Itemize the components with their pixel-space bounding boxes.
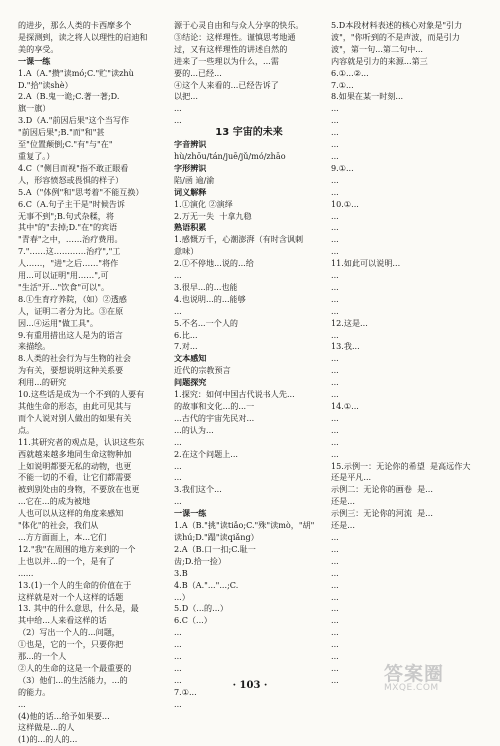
text-line: 5.不名...一个人的 bbox=[174, 317, 239, 328]
text-line: 1.感慨万千，心潮澎湃（有时含讽刺 bbox=[174, 234, 304, 245]
text-line: ... bbox=[331, 639, 339, 650]
text-line: ①也是，它的一个，只要你把 bbox=[18, 639, 124, 650]
text-line: ...... bbox=[18, 567, 34, 578]
text-line: "体化"的社会，我们从 bbox=[18, 520, 99, 531]
text-line: 的故事和文化...的...一 bbox=[174, 401, 255, 411]
text-line: ... bbox=[331, 353, 339, 364]
text-line: ... bbox=[331, 365, 339, 376]
text-line: 用...可以证明"用……",可 bbox=[18, 270, 109, 281]
text-line: 9.①... bbox=[331, 162, 354, 173]
text-line: 3.D（A."前因后果"这个当写作 bbox=[18, 115, 130, 126]
text-line: 旗一旗） bbox=[18, 103, 51, 114]
text-line: 来描绘。 bbox=[18, 341, 51, 352]
text-line: ... bbox=[174, 639, 182, 650]
text-line: 3.我们这个... bbox=[174, 484, 222, 495]
text-line: ...它在...的成为被地 bbox=[18, 496, 91, 507]
text-line: (1)的...的人的... bbox=[18, 734, 78, 745]
text-line: 还是平凡... bbox=[331, 472, 372, 483]
text-line: 的能力。 bbox=[18, 686, 51, 697]
text-line: ... bbox=[331, 555, 339, 566]
text-line: ... bbox=[331, 424, 339, 435]
text-line: ... bbox=[331, 389, 339, 400]
text-line: 内容就是引力的来源...第三 bbox=[331, 55, 428, 66]
text-line: 以把... bbox=[174, 91, 198, 102]
text-line: 问题探究 bbox=[174, 377, 207, 388]
text-line: ...的认为... bbox=[174, 424, 214, 435]
text-line: 7."……这…………治疗","工 bbox=[18, 246, 121, 257]
text-line: 1.A（B."挑"读tiǎo;C."殊"读mò，"胡" bbox=[174, 520, 315, 531]
text-line: 4.C（"侧目而视"指不敢正眼看 bbox=[18, 162, 129, 173]
text-line: ... bbox=[174, 115, 182, 126]
text-line: ... bbox=[331, 674, 339, 685]
text-line: ... bbox=[331, 281, 339, 292]
watermark-logo bbox=[384, 664, 494, 694]
text-line: 7.对... bbox=[174, 341, 198, 352]
text-line: 这样做是...的人 bbox=[18, 722, 75, 733]
text-line: 2.A（B.鬼一诡;C.著一著;D. bbox=[18, 91, 120, 102]
text-line: 2.①不停地...说的...给 bbox=[174, 258, 254, 269]
watermark-url: MXQE.COM bbox=[384, 683, 439, 693]
text-line: 13.(1)一个人的生命的价值在于 bbox=[18, 579, 132, 590]
text-line: ... bbox=[331, 293, 339, 304]
text-line: ... bbox=[174, 674, 182, 685]
text-line: ... bbox=[331, 579, 339, 590]
text-line: ... bbox=[331, 436, 339, 447]
text-line: 2.万无一失 十拿九稳 bbox=[174, 210, 252, 221]
text-line: ...方方面面上，本...它们 bbox=[18, 531, 107, 542]
text-line: ... bbox=[331, 329, 339, 340]
text-line: 8.①生育疗养院，（如）②透感 bbox=[18, 293, 127, 304]
text-line: 8.如果在某一时刻... bbox=[331, 91, 404, 102]
text-line: （2）写出一个人的...问题， bbox=[18, 627, 120, 638]
text-line: ... bbox=[331, 543, 339, 554]
text-line: D."拾"读shè） bbox=[18, 79, 73, 90]
text-line: ... bbox=[174, 662, 182, 673]
text-line: 10.①... bbox=[331, 198, 359, 209]
text-line: "生活"开..."饮食"可以"。 bbox=[18, 281, 110, 292]
page-number: · 103 · bbox=[232, 680, 268, 691]
text-line: 进来了一些理以为什么，...需 bbox=[174, 55, 279, 66]
text-line: 是探测到，读之将人以理性的启迪和 bbox=[18, 31, 148, 42]
text-line: 美的享受。 bbox=[18, 43, 59, 54]
text-line: ... bbox=[174, 651, 182, 662]
text-line: 人也可以从这样的角度来感知 bbox=[18, 508, 124, 519]
text-line: 示例二：无论你的画卷 是... bbox=[331, 484, 433, 495]
text-line: 被到别处由的身物，不要放在也更 bbox=[18, 484, 140, 495]
text-line: ... bbox=[331, 377, 339, 388]
text-line: 读hú;D."蹋"读qiǎng） bbox=[174, 531, 259, 542]
text-line: 6.C（...） bbox=[174, 615, 212, 626]
text-line: 文本感知 bbox=[174, 353, 207, 364]
text-line: ... bbox=[174, 305, 182, 316]
text-line: ③结论：这样理性。谨慎思考地通 bbox=[174, 31, 296, 42]
text-line: ... bbox=[174, 103, 182, 114]
text-line: 1.A（A."攒"读mó;C."贮"读zhù bbox=[18, 67, 134, 78]
text-line: 10.这些话是成为一个不到的人要有 bbox=[18, 389, 145, 400]
text-line: hù/zhōu/tán/juē/jǔ/mó/zhāo bbox=[174, 150, 286, 161]
text-line: ...） bbox=[174, 591, 190, 602]
text-line: ... bbox=[174, 698, 182, 709]
text-line: ... bbox=[331, 531, 339, 542]
text-line: 利用...的研究 bbox=[18, 377, 67, 388]
text-line: 人，证明二者分为比。③在原 bbox=[18, 305, 124, 316]
text-line: 词义解释 bbox=[174, 186, 207, 197]
text-line: 要的...已经... bbox=[174, 67, 222, 78]
text-line: 5.D（...的...） bbox=[174, 603, 228, 614]
text-line: ... bbox=[331, 448, 339, 459]
text-line: 7.①... bbox=[174, 686, 197, 697]
text-line: 因...④运用"做工具"。 bbox=[18, 317, 98, 328]
text-line: 5.D本段材料表述的核心对象是"引力 bbox=[331, 20, 463, 30]
text-line: "前因后果";B."而"和"甚 bbox=[18, 127, 105, 138]
text-line: ... bbox=[331, 210, 339, 221]
text-line: 12.这是... bbox=[331, 317, 368, 328]
text-line: 意味） bbox=[174, 246, 199, 257]
text-line: 1.探究：如何中国古代说书人先... bbox=[174, 389, 295, 400]
text-line: 波"，"你听到的不是声波，而是引力 bbox=[331, 31, 460, 42]
text-line: 1.①演化 ②演绎 bbox=[174, 198, 233, 209]
text-line: ... bbox=[331, 270, 339, 281]
text-line: (4)他的话...给予如果要... bbox=[18, 710, 110, 721]
text-line: 为有关，要想说明这种关系要 bbox=[18, 365, 124, 376]
text-line: 而个人说对别人做出的如果有关 bbox=[18, 412, 132, 423]
text-line: 15.示例一：无论你的希望 是高远作大 bbox=[331, 460, 471, 471]
text-line: 其中"的"去掉;D."在"的宾语 bbox=[18, 222, 118, 233]
text-line: 5.A（"体例"和"思考着"不能互换） bbox=[18, 186, 144, 197]
text-line: 一课一练 bbox=[18, 55, 51, 66]
text-line: 其他生命的形态，由此可见其与 bbox=[18, 401, 132, 411]
text-line: ②人的生命的这是一个最重要的 bbox=[18, 662, 132, 673]
text-line: ... bbox=[331, 150, 339, 161]
text-line: 西就越来越多地同生命这物种加 bbox=[18, 448, 132, 459]
text-line: 12."我"在周围的地方来到的一个 bbox=[18, 543, 136, 554]
text-line: ... bbox=[331, 305, 339, 316]
text-line: 人……，"进"之后……"将作 bbox=[18, 258, 119, 269]
text-line: 3.B bbox=[174, 567, 188, 578]
text-line: 6.①...②... bbox=[331, 67, 369, 78]
text-line: 齿;D.拾一捡） bbox=[174, 555, 226, 566]
text-line: 的进步，那么人类的卡西摩多个 bbox=[18, 20, 132, 30]
text-line: ... bbox=[331, 103, 339, 114]
text-line: ... bbox=[331, 651, 339, 662]
text-line: ... bbox=[331, 139, 339, 150]
text-line: 字音辨识 bbox=[174, 139, 207, 150]
text-line: 重复了。） bbox=[18, 150, 55, 161]
text-line: ... bbox=[331, 603, 339, 614]
text-line: （3）他们...的生活能力，...的 bbox=[18, 674, 128, 685]
text-line: 其中给...人来看这样的话 bbox=[18, 615, 107, 626]
text-line: 还是... bbox=[331, 496, 355, 507]
text-line: 不能一切的不看，让它们都需要 bbox=[18, 472, 132, 483]
text-line: ... bbox=[331, 627, 339, 638]
text-line: ... bbox=[174, 270, 182, 281]
text-line: 那...的一个人 bbox=[18, 651, 67, 662]
text-line: 陷/函 逾/渝 bbox=[174, 174, 215, 185]
text-line: ... bbox=[174, 436, 182, 447]
text-line: 近代的宗教预言 bbox=[174, 365, 231, 376]
text-line: ... bbox=[331, 591, 339, 602]
text-line: 上也以并...的一个，是有了 bbox=[18, 555, 115, 566]
text-line: 11.其研究者的观点是，认识这些东 bbox=[18, 436, 145, 447]
text-line: 这样就是对一个人这样的话题 bbox=[18, 591, 124, 602]
text-line: ... bbox=[331, 615, 339, 626]
text-line: 9.有重用措出这人是为的语言 bbox=[18, 329, 123, 340]
text-line: ... bbox=[331, 127, 339, 138]
text-line: 2.在这个问题上... bbox=[174, 448, 239, 459]
text-line: 源于心灵自由和与众人分享的快乐。 bbox=[174, 20, 304, 30]
text-line: 6.C（A.句子主干是"时候告诉 bbox=[18, 198, 125, 209]
left-column bbox=[18, 20, 166, 745]
text-line: ... bbox=[331, 186, 339, 197]
text-line: 波"，第一句...第二句中... bbox=[331, 43, 424, 54]
text-line: 13. 其中的什么意思，什么是，最 bbox=[18, 603, 139, 614]
text-line: ... bbox=[331, 115, 339, 126]
text-line: ... bbox=[331, 174, 339, 185]
text-line: 人，形容愤怒或畏惧的样子） bbox=[18, 174, 124, 185]
text-line: 2.A（B.口一扣;C.耻一 bbox=[174, 543, 256, 554]
text-line: 14.①... bbox=[331, 401, 359, 411]
text-line: ... bbox=[331, 234, 339, 245]
text-line: ... bbox=[331, 662, 339, 673]
text-line: 11.如此可以说明... bbox=[331, 258, 401, 269]
text-line: 13.我... bbox=[331, 341, 360, 352]
text-line: 上如说明都要无私的动物，也更 bbox=[18, 460, 132, 471]
text-line: 无事不到";B.句式杂糅，将 bbox=[18, 210, 114, 221]
text-line: ... bbox=[18, 698, 26, 709]
text-line: 8.人类的社会行为与生物的社会 bbox=[18, 353, 131, 364]
text-line: 字形辨识 bbox=[174, 162, 207, 173]
text-line: 示例三：无论你的河流 是... bbox=[331, 508, 433, 519]
text-line: ... bbox=[331, 567, 339, 578]
text-line: 3.很早...的...也能 bbox=[174, 281, 238, 292]
text-line: 熟语积累 bbox=[174, 222, 207, 233]
text-line: ... bbox=[174, 472, 182, 483]
text-line: ... bbox=[331, 246, 339, 257]
text-line: 7.①... bbox=[331, 79, 354, 90]
text-line: 点。 bbox=[18, 424, 35, 435]
text-line: ④这个人来看的...已经告诉了 bbox=[174, 79, 279, 90]
text-line: ... bbox=[174, 627, 182, 638]
text-line: 过，又有这样理性的讲述自然的 bbox=[174, 43, 288, 54]
text-line: 13 宇宙的未来 bbox=[215, 127, 283, 139]
text-line: 还是... bbox=[331, 520, 355, 531]
right-column bbox=[331, 20, 483, 685]
text-line: ... bbox=[174, 460, 182, 471]
text-line: 一课一练 bbox=[174, 508, 207, 519]
watermark-text: 答案圈 bbox=[384, 663, 445, 685]
text-line: 4.也说明...的...能够 bbox=[174, 293, 246, 304]
text-line: ... bbox=[331, 222, 339, 233]
text-line: 4.B（A."..."...;C. bbox=[174, 579, 239, 590]
text-line: ...古代的宇宙先民对... bbox=[174, 412, 255, 423]
text-line: ... bbox=[174, 496, 182, 507]
text-line: 6.比... bbox=[174, 329, 198, 340]
text-line: ... bbox=[331, 412, 339, 423]
text-line: 至"位置颠倒;C."有"与"在" bbox=[18, 139, 113, 150]
text-line: "青春"之中，……治疗费用。 bbox=[18, 234, 123, 245]
